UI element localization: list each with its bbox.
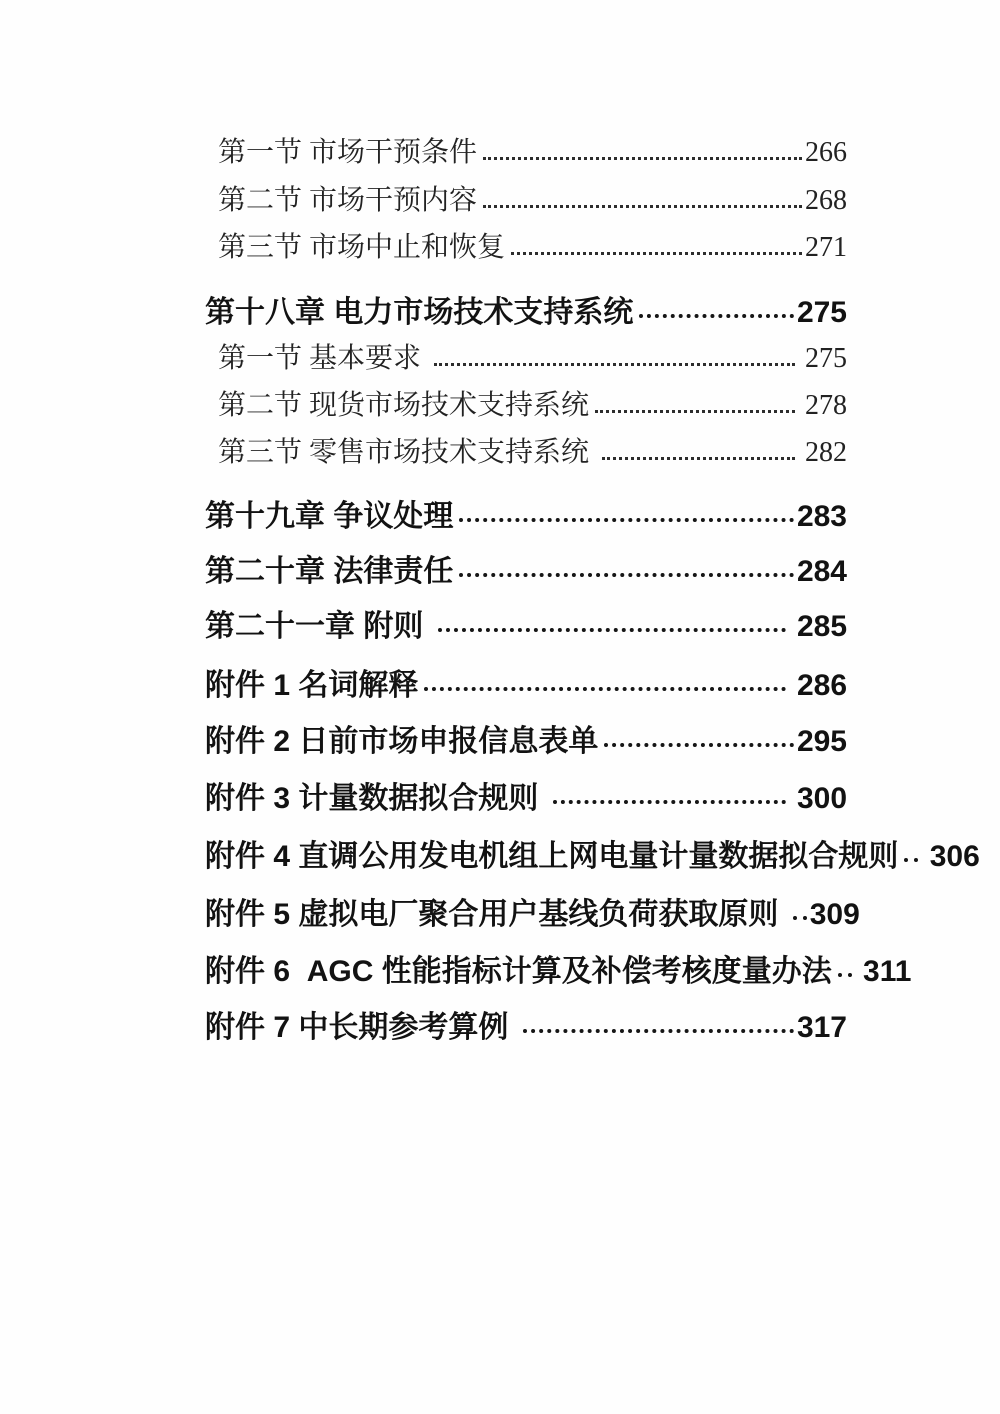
toc-dot-leader: [793, 916, 807, 920]
toc-dot-leader: [595, 410, 795, 413]
toc-dot-leader: [904, 858, 918, 862]
toc-entry-label: 第三节 市场中止和恢复: [218, 232, 506, 263]
toc-entry-label: 附件 4 直调公用发电机组上网电量计量数据拟合规则: [205, 840, 899, 873]
toc-dot-leader: [838, 973, 852, 977]
toc-entry: [218, 336, 847, 378]
toc-page-number: 283: [796, 500, 847, 533]
toc-page-number: 282: [798, 437, 847, 468]
toc-entry-label: 第二节 市场干预内容: [218, 185, 478, 216]
toc-page-number: 286: [788, 669, 847, 702]
toc-page-number: 266: [805, 137, 847, 168]
toc-page-number: 295: [796, 725, 847, 758]
toc-page-number: 268: [805, 185, 847, 216]
toc-entry-label: 附件 7 中长期参考算例: [205, 1011, 517, 1044]
toc-dot-leader: [424, 687, 785, 691]
toc-entry: [205, 946, 912, 988]
toc-entry: [205, 491, 847, 533]
toc-dot-leader: [553, 800, 786, 804]
toc-dot-leader: [639, 314, 794, 318]
toc-page-number: 306: [921, 840, 980, 873]
toc-page-number: 285: [788, 610, 847, 643]
toc-entry-label: 第三节 零售市场技术支持系统: [218, 437, 597, 468]
toc-entry-label: 附件 2 日前市场申报信息表单: [205, 725, 599, 758]
toc-page-number: 317: [796, 1011, 847, 1044]
toc-entry: [205, 660, 847, 702]
toc-entry-label: 第一节 基本要求: [218, 343, 429, 374]
toc-page-number: 309: [809, 898, 860, 931]
toc-dot-leader: [602, 457, 795, 460]
toc-entry: [205, 889, 860, 931]
toc-entry: [205, 546, 847, 588]
toc-entry-label: 附件 5 虚拟电厂聚合用户基线负荷获取原则: [205, 898, 787, 931]
toc-entry: [205, 601, 847, 643]
toc-entry-label: 第一节 市场干预条件: [218, 137, 478, 168]
toc-entry-label: 第十八章 电力市场技术支持系统: [205, 296, 634, 329]
toc-entry: [218, 430, 847, 472]
toc-entry: [205, 773, 847, 815]
toc-entry: [205, 287, 847, 329]
toc-entry-label: 第十九章 争议处理: [205, 500, 454, 533]
toc-page-number: 284: [796, 555, 847, 588]
toc-entry-label: 第二十一章 附则: [205, 610, 432, 643]
toc-entry: [218, 130, 847, 172]
toc-page-number: 300: [788, 782, 847, 815]
toc-page-number: 271: [805, 232, 847, 263]
toc-page-number: 275: [796, 296, 847, 329]
toc-entry: [205, 716, 847, 758]
toc-dot-leader: [483, 205, 802, 208]
toc-dot-leader: [459, 573, 794, 577]
toc-page-number: 275: [798, 343, 847, 374]
toc-dot-leader: [523, 1029, 794, 1033]
toc-dot-leader: [438, 628, 786, 632]
toc-dot-leader: [604, 743, 794, 747]
toc-entry-label: 附件 6 AGC 性能指标计算及补偿考核度量办法: [205, 955, 832, 988]
toc-page-number: 278: [798, 390, 847, 421]
toc-dot-leader: [459, 518, 794, 522]
toc-dot-leader: [511, 252, 802, 255]
toc-entry-label: 附件 3 计量数据拟合规则: [205, 782, 547, 815]
toc-entry: [205, 1002, 847, 1044]
toc-entry: [205, 831, 980, 873]
toc-page-number: 311: [854, 955, 912, 988]
toc-dot-leader: [434, 363, 795, 366]
toc-entry-label: 附件 1 名词解释: [205, 669, 419, 702]
toc-entry-label: 第二十章 法律责任: [205, 555, 454, 588]
toc-entry: [218, 225, 847, 267]
toc-dot-leader: [483, 157, 802, 160]
toc-entry: [218, 178, 847, 220]
toc-entry-label: 第二节 现货市场技术支持系统: [218, 390, 590, 421]
toc-entry: [218, 383, 847, 425]
